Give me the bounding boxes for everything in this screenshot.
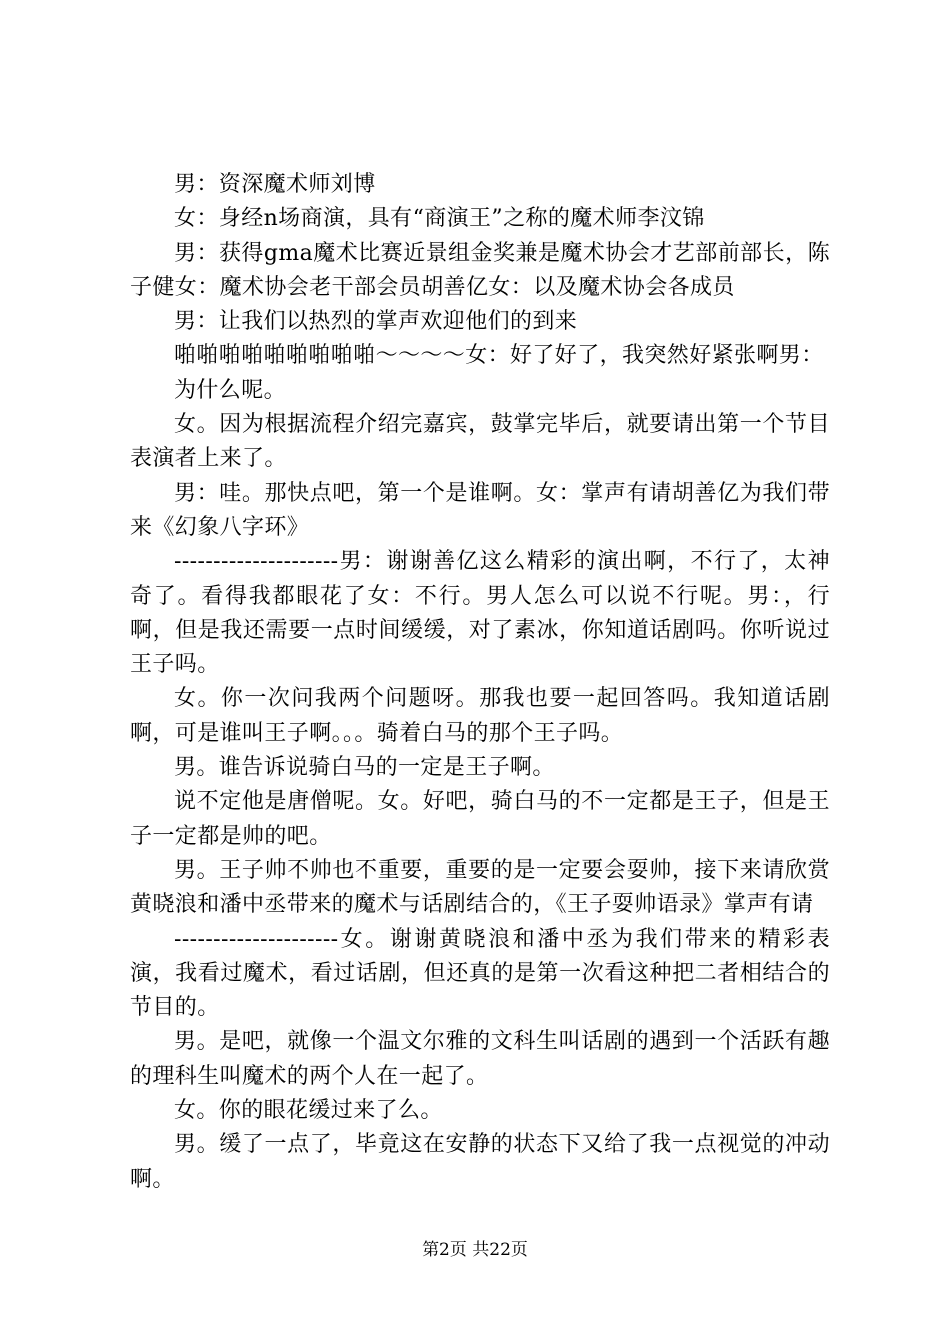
paragraph: 女：身经n场商演，具有“商演王”之称的魔术师李汶锦	[174, 206, 705, 232]
paragraph: 女。你的眼花缓过来了么。	[174, 1098, 443, 1124]
page-footer	[0, 1239, 950, 1261]
document-body	[130, 168, 830, 1197]
paragraph: 男：让我们以热烈的掌声欢迎他们的到来	[174, 309, 578, 335]
paragraph: ---------------------男：谢谢善亿这么精彩的演出啊，不行了，太神奇了。看得我都眼花了女：不行。男人怎么可以说不行呢。男：，行啊，但是我还需要一点时间缓缓，对了素冰，你知道话剧吗。你听说过王子吗。	[130, 549, 830, 678]
paragraph: 男：哇。那快点吧，第一个是谁啊。女：掌声有请胡善亿为我们带来《幻象八字环》	[130, 480, 830, 540]
paragraph: ---------------------女。谢谢黄晓浪和潘中丞为我们带来的精彩表演，我看过魔术，看过话剧，但还真的是第一次看这种把二者相结合的节目的。	[130, 926, 830, 1021]
paragraph: 女。因为根据流程介绍完嘉宾，鼓掌完毕后，就要请出第一个节目表演者上来了。	[130, 412, 830, 472]
paragraph: 男。王子帅不帅也不重要，重要的是一定要会耍帅，接下来请欣赏黄晓浪和潘中丞带来的魔术与话剧结合的，《王子耍帅语录》掌声有请	[130, 857, 830, 918]
paragraph: 男：资深魔术师刘博	[174, 172, 376, 197]
paragraph: 女。你一次问我两个问题呀。那我也要一起回答吗。我知道话剧啊，可是谁叫王子啊。。。骑着白马的那个王子吗。	[130, 686, 830, 746]
paragraph: 男。谁告诉说骑白马的一定是王子啊。	[174, 755, 555, 781]
paragraph: 为什么呢。	[174, 377, 287, 403]
paragraph: 男。缓了一点了，毕竟这在安静的状态下又给了我一点视觉的冲动啊。	[130, 1132, 830, 1192]
paragraph: 啪啪啪啪啪啪啪啪啪～～～～女：好了好了，我突然好紧张啊男：	[174, 343, 824, 369]
paragraph: 男。是吧，就像一个温文尔雅的文科生叫话剧的遇到一个活跃有趣的理科生叫魔术的两个人在一起了。	[130, 1029, 830, 1089]
page-number: 第2页 共22页	[422, 1240, 528, 1260]
paragraph: 男：获得gma魔术比赛近景组金奖兼是魔术协会才艺部前部长，陈子健女：魔术协会老干部会员胡善亿女：以及魔术协会各成员	[130, 240, 830, 300]
paragraph: 说不定他是唐僧呢。女。好吧，骑白马的不一定都是王子，但是王子一定都是帅的吧。	[130, 789, 830, 849]
